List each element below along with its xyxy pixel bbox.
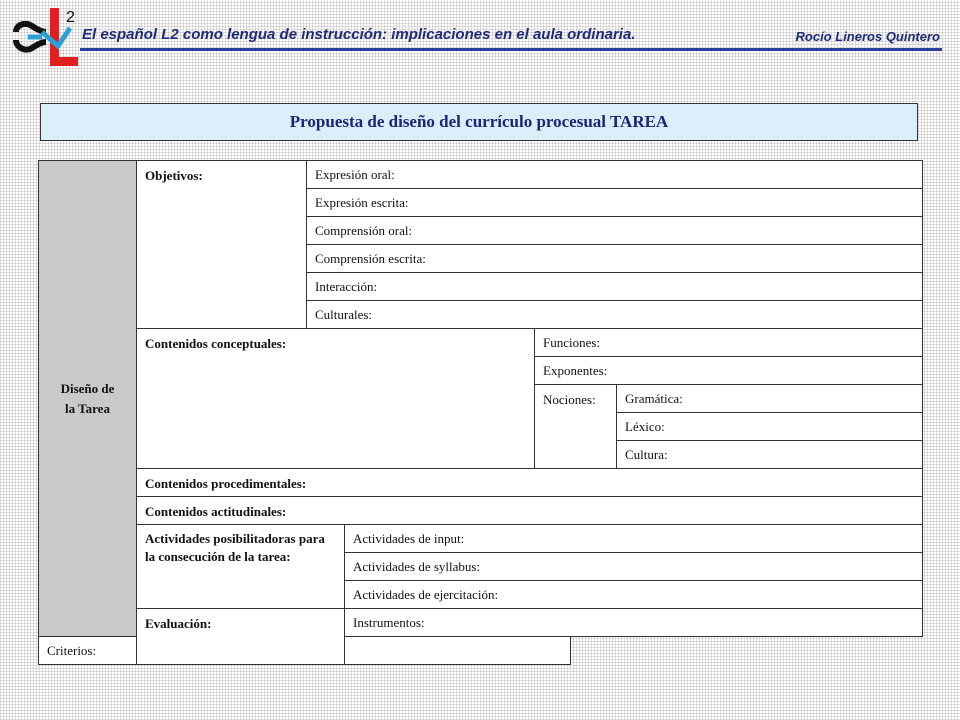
task-design-table [38,160,923,665]
exponentes-cell: Exponentes: [535,357,923,385]
header-author: Rocío Lineros Quintero [795,29,940,44]
evaluacion-criterios: Criterios: [39,637,571,665]
logo [8,2,82,72]
banner-title: Propuesta de diseño del currículo procesual TAREA [40,103,918,141]
nociones-cell: Nociones: [535,385,617,469]
objetivo-expresion-escrita: Expresión escrita: [307,189,923,217]
svg-text:2: 2 [66,9,75,26]
gramatica-cell: Gramática: [617,385,923,413]
ele-logo-icon [8,2,82,72]
actividades-label: Actividades posibilitadoras para la consecución de la tarea: [137,525,345,609]
actividades-input: Actividades de input: [345,525,923,553]
side-label: Diseño de la Tarea [39,161,137,637]
lexico-cell: Léxico: [617,413,923,441]
objetivo-comprension-oral: Comprensión oral: [307,217,923,245]
objetivo-comprension-escrita: Comprensión escrita: [307,245,923,273]
evaluacion-label: Evaluación: [137,609,345,665]
evaluacion-instrumentos: Instrumentos: [345,609,923,637]
objetivos-label: Objetivos: [137,161,307,329]
cultura-cell: Cultura: [617,441,923,469]
header-rule [80,48,942,51]
objetivo-culturales: Culturales: [307,301,923,329]
contenidos-conceptuales-label: Contenidos conceptuales: [137,329,535,469]
objetivo-expresion-oral: Expresión oral: [307,161,923,189]
header-title: El español L2 como lengua de instrucción: implicaciones en el aula ordinaria. [82,26,636,43]
actividades-ejercitacion: Actividades de ejercitación: [345,581,923,609]
actividades-syllabus: Actividades de syllabus: [345,553,923,581]
funciones-cell: Funciones: [535,329,923,357]
contenidos-actitudinales: Contenidos actitudinales: [137,497,923,525]
contenidos-procedimentales: Contenidos procedimentales: [137,469,923,497]
objetivo-interaccion: Interacción: [307,273,923,301]
